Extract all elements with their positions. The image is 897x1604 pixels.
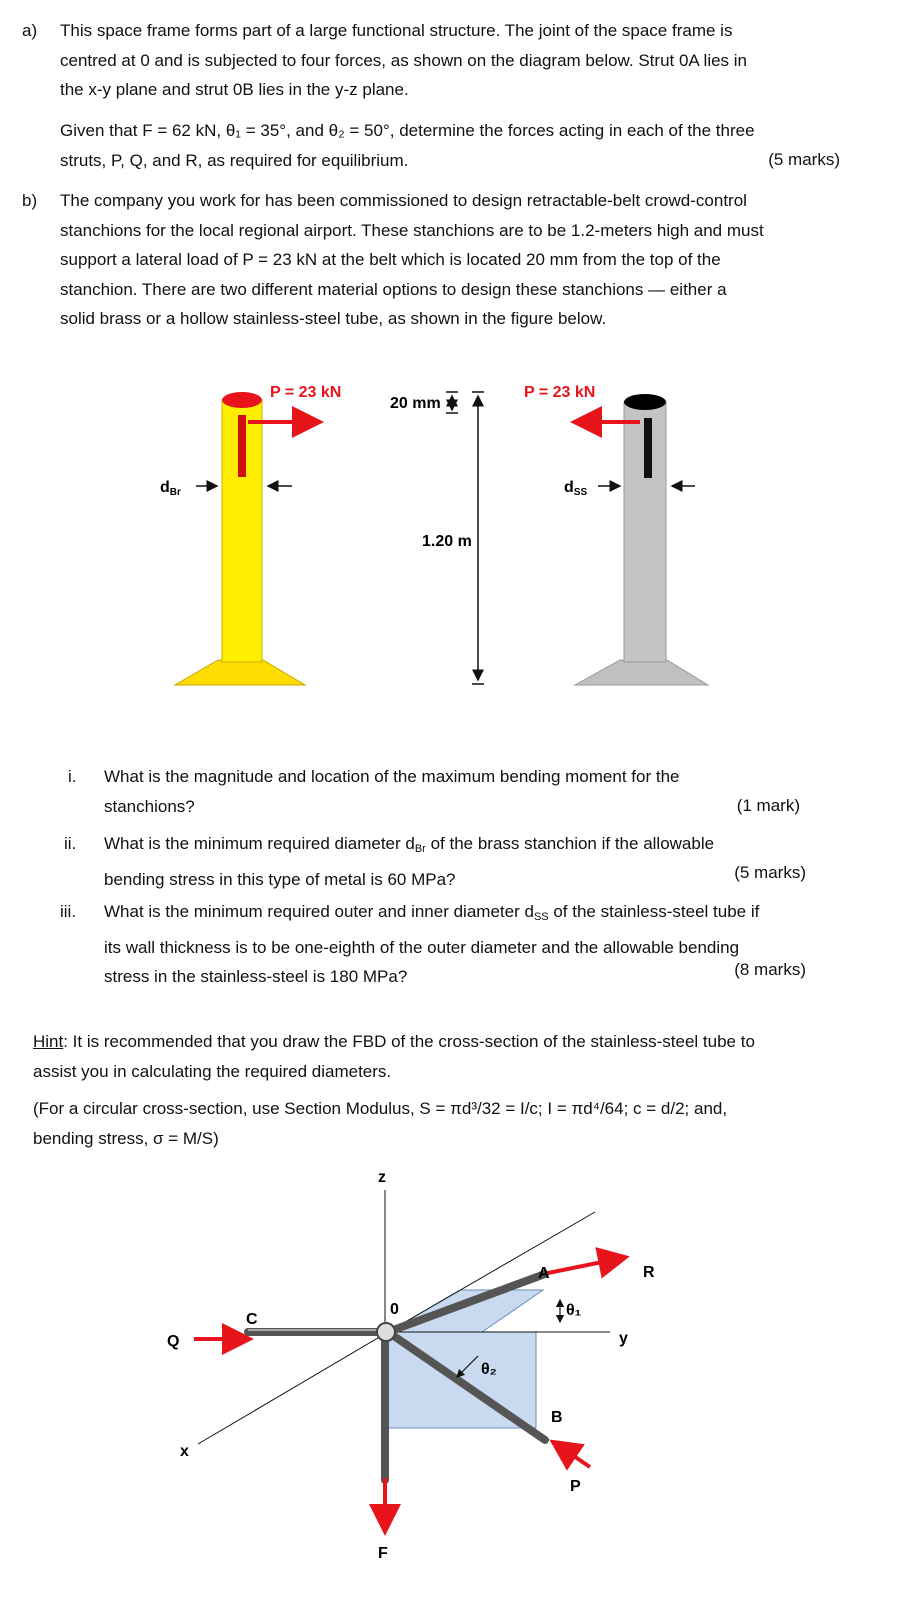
steel-load-label: P = 23 kN (524, 384, 596, 401)
force-p-arrow (556, 1444, 590, 1467)
part-a-line: centred at 0 and is subjected to four forces, as shown on the diagram below. Strut 0A lies in (60, 50, 748, 70)
steel-stanchion (575, 394, 708, 685)
steel-belt-slot (644, 418, 652, 478)
height-label: 1.20 m (422, 533, 472, 550)
brass-base (175, 660, 305, 685)
brass-load-label: P = 23 kN (270, 384, 342, 401)
hint-label: Hint (33, 1032, 64, 1051)
part-a-line: the x-y plane and strut 0B lies in the y-z plane. (60, 80, 409, 99)
origin-label: 0 (390, 1301, 399, 1318)
question-i-marks: (1 mark) (736, 796, 800, 815)
formula-line: (For a circular cross-section, use Section Modulus, S = πd³/32 = I/c; I = πd⁴/64; c = d/2; and, (33, 1099, 728, 1118)
point-a-label: A (538, 1265, 550, 1282)
part-a-label: a) (22, 21, 38, 40)
part-b-line: support a lateral load of P = 23 kN at the belt which is located 20 mm from the top of the (60, 250, 721, 269)
question-line: What is the minimum required outer and inner diameter $d_{SS}$ of the stainless-steel tube if (104, 902, 760, 923)
force-f-label: F (378, 1545, 388, 1562)
hint-line: assist you in calculating the required diameters. (33, 1061, 392, 1081)
space-frame-figure (0, 1160, 897, 1600)
steel-diameter-label: dSS (564, 479, 588, 498)
force-q-label: Q (167, 1333, 180, 1350)
hint-line: Hint: It is recommended that you draw the FBD of the cross-section of the stainless-steel tube to (33, 1032, 755, 1051)
part-a-marks: (5 marks) (768, 150, 840, 169)
steel-base (575, 660, 708, 685)
brass-stanchion (175, 392, 316, 685)
force-r-label: R (643, 1264, 655, 1281)
force-r-arrow (548, 1258, 622, 1273)
formula-line: bending stress, σ = M/S) (33, 1128, 219, 1148)
steel-top (624, 394, 666, 410)
question-line: bending stress in this type of metal is 60 MPa? (104, 869, 456, 889)
question-iii-num: iii. (60, 902, 77, 921)
question-line: stress in the stainless-steel is 180 MPa? (104, 967, 408, 986)
part-a-text (60, 16, 860, 105)
part-b-line: stanchion. There are two different material options to design these stanchions — either a (60, 279, 727, 299)
question-line: its wall thickness is to be one-eighth of the outer diameter and the allowable bending (104, 937, 740, 957)
axis-z-label: z (378, 1169, 386, 1186)
force-p-label: P (570, 1478, 581, 1495)
axis-x-label: x (180, 1443, 189, 1460)
brass-diameter-label: dBr (160, 479, 181, 498)
formula-note (33, 1094, 883, 1153)
brass-belt-slot (238, 415, 246, 477)
question-ii-marks: (5 marks) (734, 863, 806, 882)
point-b-label: B (551, 1409, 563, 1426)
question-iii-marks: (8 marks) (734, 960, 806, 979)
theta1-label: θ₁ (566, 1302, 582, 1319)
part-a-line: This space frame forms part of a large functional structure. The joint of the space frame is (60, 21, 733, 40)
brass-top (222, 392, 262, 408)
joint-0 (377, 1323, 395, 1341)
part-b-text (60, 186, 880, 334)
stanchion-figure (0, 360, 897, 780)
part-b-line: solid brass or a hollow stainless-steel tube, as shown in the figure below. (60, 309, 607, 328)
question-i-num: i. (68, 767, 77, 786)
hint (33, 1027, 883, 1086)
theta2-label: θ₂ (481, 1361, 497, 1378)
x-axis (198, 1332, 388, 1444)
question-ii-num: ii. (64, 834, 77, 853)
axis-y-label: y (619, 1330, 628, 1347)
offset-label: 20 mm (390, 395, 441, 412)
part-a-given-line: struts, P, Q, and R, as required for equilibrium. (60, 150, 409, 170)
part-b-line: stanchions for the local regional airport. These stanchions are to be 1.2-meters high and must (60, 220, 764, 240)
point-c-label: C (246, 1311, 258, 1328)
part-a-given-line: Given that F = 62 kN, θ₁ = 35°, and θ₂ = 50°, determine the forces acting in each of the three (60, 121, 755, 140)
part-b-line: The company you work for has been commissioned to design retractable-belt crowd-control (60, 191, 747, 210)
question-line: stanchions? (104, 796, 195, 816)
question-line: What is the minimum required diameter $d_{Br}$ of the brass stanchion if the allowable (104, 834, 715, 855)
part-b-label: b) (22, 191, 38, 210)
question-line: What is the magnitude and location of the maximum bending moment for the (104, 767, 680, 786)
